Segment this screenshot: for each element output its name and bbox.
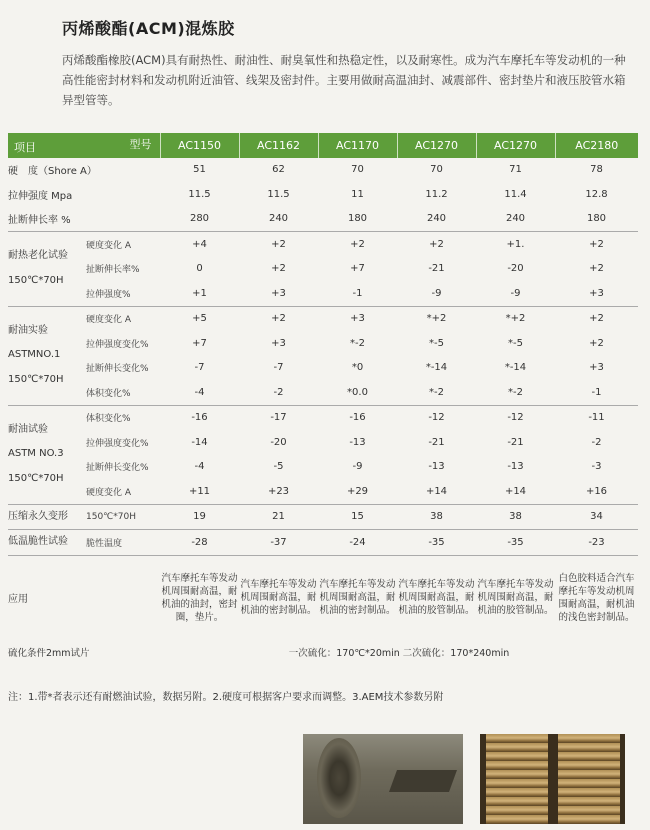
application-cell: 汽车摩托车等发动机周围耐高温，耐机油的胶管制品。 — [476, 555, 555, 640]
sub-label: 拉伸强度% — [86, 289, 131, 300]
value-cell: 11 — [351, 188, 364, 200]
model-label: 型号 — [129, 138, 152, 151]
group-row — [8, 504, 638, 530]
value-cell: *-14 — [425, 362, 448, 374]
value-cell: -2 — [273, 386, 284, 398]
value-cell: -11 — [555, 405, 638, 430]
value-cell: 180 — [586, 213, 607, 225]
sub-label: 拉伸强度变化% — [86, 438, 149, 449]
group-label-line: ASTMNO.1 — [8, 349, 61, 361]
value-cell: -9 — [510, 287, 521, 299]
value-cell: *0 — [351, 362, 364, 374]
value-cell: 11.5 — [267, 188, 290, 200]
header-row — [8, 133, 638, 158]
group-label-line: 150℃*70H — [8, 274, 64, 286]
model-header: AC2180 — [555, 133, 638, 158]
sub-label: 体积变化% — [86, 405, 160, 430]
value-cell: -9 — [431, 287, 442, 299]
value-cell: *-2 — [350, 337, 365, 349]
group-row — [8, 405, 638, 430]
value-cell: *+2 — [476, 306, 555, 331]
sub-label: 硬度变化 A — [86, 487, 132, 498]
value-cell: 240 — [268, 213, 289, 225]
value-cell: -17 — [239, 405, 318, 430]
group-label-line: 压缩永久变形 — [8, 510, 68, 522]
value-cell: -21 — [507, 436, 524, 448]
value-cell: -28 — [160, 530, 239, 556]
value-cell: 70 — [430, 164, 443, 176]
value-cell: -7 — [273, 362, 284, 374]
value-cell: +3 — [318, 306, 397, 331]
value-cell: 78 — [590, 164, 603, 176]
application-cell: 汽车摩托车等发动机周围耐高温，耐机油的油封，密封圈，垫片。 — [160, 555, 239, 640]
value-cell: -16 — [318, 405, 397, 430]
value-cell: 70 — [351, 164, 364, 176]
group-row — [8, 380, 638, 405]
value-cell: -21 — [428, 263, 445, 275]
value-cell: -20 — [270, 436, 287, 448]
cure-label: 硫化条件2mm试片 — [8, 647, 90, 659]
value-cell: -2 — [591, 436, 602, 448]
application-cell: 白色胶料适合汽车摩托车等发动机周围耐高温，耐机油的浅色密封制品。 — [555, 555, 638, 640]
sub-label: 扯断伸长变化% — [86, 364, 149, 375]
value-cell: -14 — [191, 436, 208, 448]
group-label-line: ASTM NO.3 — [8, 448, 64, 460]
hose — [486, 734, 548, 824]
footnote: 注：1.带*者表示还有耐燃油试验，数据另附。2.硬度可根据客户要求而调整。3.AEM技术参数另附 — [8, 692, 444, 703]
group-row — [8, 455, 638, 480]
value-cell: -24 — [318, 530, 397, 556]
row-label: 扯断伸长率 % — [8, 215, 71, 227]
roll-sheet — [389, 770, 457, 792]
value-cell: -35 — [397, 530, 476, 556]
value-cell: 34 — [555, 504, 638, 530]
group-row — [8, 530, 638, 556]
basic-row — [8, 182, 638, 207]
model-header: AC1162 — [239, 133, 318, 158]
model-header: AC1150 — [160, 133, 239, 158]
value-cell: +3 — [589, 362, 604, 374]
basic-row — [8, 158, 638, 183]
group-label-line: 耐油试验 — [8, 423, 48, 435]
value-cell: 21 — [239, 504, 318, 530]
value-cell: +2 — [397, 232, 476, 257]
value-cell: -35 — [476, 530, 555, 556]
group-label-line: 150℃*70H — [8, 373, 64, 385]
value-cell: 19 — [160, 504, 239, 530]
cure-value: 一次硫化：170℃*20min 二次硫化：170*240min — [288, 647, 510, 659]
value-cell: +2 — [555, 306, 638, 331]
spec-table-body — [8, 133, 638, 664]
spec-table — [8, 133, 638, 664]
value-cell: +3 — [271, 337, 286, 349]
sub-label: 体积变化% — [86, 388, 131, 399]
value-cell: -7 — [194, 362, 205, 374]
value-cell: *-2 — [508, 386, 523, 398]
group-row — [8, 430, 638, 455]
sub-label: 脆性温度 — [86, 530, 160, 556]
value-cell: +7 — [350, 263, 365, 275]
value-cell: +5 — [160, 306, 239, 331]
value-cell: 38 — [397, 504, 476, 530]
value-cell: 62 — [272, 164, 285, 176]
value-cell: 11.2 — [425, 188, 448, 200]
group-row — [8, 232, 638, 257]
application-label: 应用 — [8, 555, 160, 640]
value-cell: 240 — [505, 213, 526, 225]
hose — [558, 734, 620, 824]
group-label — [8, 530, 86, 556]
value-cell: 38 — [476, 504, 555, 530]
application-cell: 汽车摩托车等发动机周围耐高温，耐机油的胶管制品。 — [397, 555, 476, 640]
intro-paragraph: 丙烯酸酯橡胶(ACM)具有耐热性、耐油性、耐臭氧性和热稳定性，以及耐寒性。成为汽车摩托车等发动机的一种高性能密封材料和发动机附近油管、线架及密封件。主要用做耐高温油封、减震部件、密封垫片和液压胶管水箱异型管等。 — [62, 53, 626, 107]
header-corner — [8, 133, 160, 158]
value-cell: *-14 — [504, 362, 527, 374]
group-row — [8, 356, 638, 381]
group-label — [8, 405, 86, 504]
value-cell: +1. — [476, 232, 555, 257]
value-cell: *-5 — [429, 337, 444, 349]
group-label — [8, 504, 86, 530]
sub-label: 硬度变化 A — [86, 232, 160, 257]
value-cell: -23 — [555, 530, 638, 556]
value-cell: -5 — [273, 461, 284, 473]
group-label-line: 耐油实验 — [8, 324, 48, 336]
value-cell: 51 — [193, 164, 206, 176]
group-label-line: 150℃*70H — [8, 472, 64, 484]
group-row — [8, 306, 638, 331]
model-header: AC1270 — [476, 133, 555, 158]
value-cell: -13 — [428, 461, 445, 473]
value-cell: +2 — [239, 232, 318, 257]
value-cell: +2 — [589, 337, 604, 349]
value-cell: -4 — [194, 461, 205, 473]
item-label: 项目 — [14, 140, 36, 154]
value-cell: -9 — [352, 461, 363, 473]
value-cell: -13 — [349, 436, 366, 448]
group-row — [8, 331, 638, 356]
value-cell: -16 — [160, 405, 239, 430]
value-cell: +3 — [589, 287, 604, 299]
value-cell: +14 — [425, 485, 448, 497]
value-cell: *-2 — [429, 386, 444, 398]
value-cell: 280 — [189, 213, 210, 225]
value-cell: -13 — [507, 461, 524, 473]
value-cell: -12 — [476, 405, 555, 430]
value-cell: -4 — [194, 386, 205, 398]
value-cell: +16 — [585, 485, 608, 497]
page-title: 丙烯酸酯(ACM)混炼胶 — [62, 19, 235, 38]
value-cell: +2 — [271, 263, 286, 275]
row-label: 拉伸强度 Mpa — [8, 190, 73, 202]
value-cell: *+2 — [397, 306, 476, 331]
application-cell: 汽车摩托车等发动机周围耐高温，耐机油的密封制品。 — [318, 555, 397, 640]
group-label — [8, 232, 86, 307]
group-label-line: 耐热老化试验 — [8, 250, 68, 262]
sub-label: 扯断伸长变化% — [86, 463, 149, 474]
value-cell: 11.4 — [504, 188, 527, 200]
value-cell: +2 — [239, 306, 318, 331]
value-cell: -1 — [352, 287, 363, 299]
sub-label: 拉伸强度变化% — [86, 339, 149, 350]
group-row — [8, 257, 638, 282]
value-cell: 0 — [196, 263, 203, 275]
value-cell: +2 — [318, 232, 397, 257]
value-cell: -12 — [397, 405, 476, 430]
basic-row — [8, 207, 638, 232]
application-row — [8, 555, 638, 640]
application-cell: 汽车摩托车等发动机周围耐高温，耐机油的密封制品。 — [239, 555, 318, 640]
group-label-line: 低温脆性试验 — [8, 536, 68, 547]
value-cell: +7 — [192, 337, 207, 349]
rubber-sheet-roll-photo — [303, 734, 463, 824]
value-cell: +11 — [188, 485, 211, 497]
value-cell: 71 — [509, 164, 522, 176]
value-cell: +3 — [271, 287, 286, 299]
model-header: AC1170 — [318, 133, 397, 158]
group-row — [8, 281, 638, 306]
value-cell: -3 — [591, 461, 602, 473]
value-cell: 240 — [426, 213, 447, 225]
sub-label: 150℃*70H — [86, 504, 160, 530]
value-cell: +14 — [504, 485, 527, 497]
model-header: AC1270 — [397, 133, 476, 158]
sub-label: 硬度变化 A — [86, 306, 160, 331]
value-cell: +4 — [160, 232, 239, 257]
group-label — [8, 306, 86, 405]
value-cell: -21 — [428, 436, 445, 448]
value-cell: -37 — [239, 530, 318, 556]
value-cell: 11.5 — [188, 188, 211, 200]
value-cell: +2 — [589, 263, 604, 275]
value-cell: *-5 — [508, 337, 523, 349]
value-cell: +1 — [192, 287, 207, 299]
value-cell: -1 — [591, 386, 602, 398]
cure-row — [8, 640, 638, 665]
value-cell: 12.8 — [585, 188, 608, 200]
sub-label: 扯断伸长率% — [86, 265, 140, 276]
value-cell: *0.0 — [347, 386, 368, 398]
value-cell: +2 — [555, 232, 638, 257]
corrugated-hose-photo — [480, 734, 625, 824]
value-cell: 15 — [318, 504, 397, 530]
row-label: 硬 度（Shore A） — [8, 166, 97, 178]
roll-end — [317, 738, 361, 818]
value-cell: +23 — [267, 485, 290, 497]
value-cell: +29 — [346, 485, 369, 497]
value-cell: 180 — [347, 213, 368, 225]
group-row — [8, 479, 638, 504]
value-cell: -20 — [507, 263, 524, 275]
